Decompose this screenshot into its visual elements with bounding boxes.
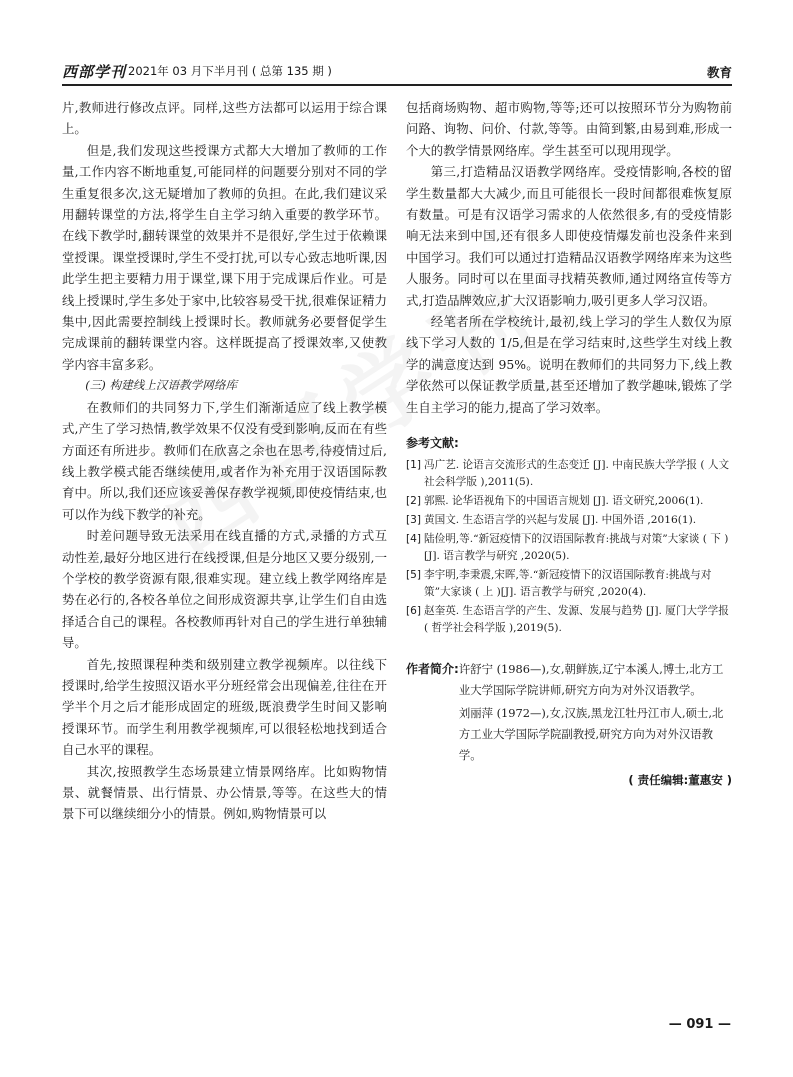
section-heading: (三) 构建线上汉语教学网络库 xyxy=(85,378,238,393)
paragraph: 时差问题导致无法采用在线直播的方式,录播的方式互动性差,最好分地区进行在线授课,但是分地区又要分级别,一个学校的教学资源有限,很难实现。建立线上教学网络库是势在必行的,各校各单位之间形成资源共享,让学生们自由选择适合自己的课程。各校教师再针对自己的学生进行单独辅导。 xyxy=(62,528,387,651)
reference-text: 陆俭明,等.“新冠疫情下的汉语国际教育:挑战与对策”大家谈 ( 下 )[J]. 语言教学与研究 ,2020(5). xyxy=(424,533,729,563)
reference-item xyxy=(406,531,732,565)
reference-number: [3] xyxy=(406,514,422,527)
section-tag: 教育 xyxy=(706,65,732,80)
journal-logo: 西部学刊 xyxy=(62,63,127,81)
paragraph: 在教师们的共同努力下,学生们渐渐适应了线上教学模式,产生了学习热情,教学效果不仅没有受到影响,反而在有些方面还有所进步。教师们在欣喜之余也在思考,待疫情过后,线上教学模式能否继续使用,或者作为补充用于汉语国际教育中。所以,我们还应该妥善保存教学视频,即使疫情结束,也可以作为线下教学的补充。 xyxy=(62,399,387,522)
reference-number: [4] xyxy=(406,533,422,546)
reference-text: 赵奎英. 生态语言学的产生、发源、发展与趋势 [J]. 厦门大学学报 ( 哲学社会科学版 ),2019(5). xyxy=(424,605,729,635)
reference-text: 郭熙. 论华语视角下的中国语言规划 [J]. 语文研究,2006(1). xyxy=(424,495,704,508)
reference-number: [6] xyxy=(406,605,422,618)
reference-number: [1] xyxy=(406,459,422,472)
reference-item xyxy=(406,512,732,529)
author-bios xyxy=(459,659,732,768)
author-info xyxy=(406,659,732,768)
references-list xyxy=(406,457,732,637)
author-bio: 刘丽萍 (1972—),女,汉族,黑龙江牡丹江市人,硕士,北方工业大学国际学院副教授,研究方向为对外汉语教学。 xyxy=(458,706,724,763)
paragraph: 包括商场购物、超市购物,等等;还可以按照环节分为购物前问路、询物、问价、付款,等等。由简到繁,由易到难,形成一个大的教学情景网络库。学生甚至可以现用现学。 xyxy=(406,100,732,158)
journal-issue: 2021年 03 月下半月刊 ( 总第 135 期 ) xyxy=(128,64,332,78)
reference-item xyxy=(406,457,732,491)
right-column xyxy=(406,97,732,788)
paragraph: 但是,我们发现这些授课方式都大大增加了教师的工作量,工作内容不断地重复,可能同样的问题要分别对不同的学生重复很多次,这无疑增加了教师的负担。在此,我们建议采用翻转课堂的方法,将学生自主学习纳入重要的教学环节。在线下教学时,翻转课堂的效果并不是很好,学生过于依赖课堂授课。课堂授课时,学生不受打扰,可以专心致志地听课,因此学生把主要精力用于课堂,课下用于完成课后作业。可是线上授课时,学生多处于家中,比较容易受干扰,很难保证精力集中,因此需要控制线上授课时长。教师就务必要督促学生完成课前的翻转课堂内容。这样既提高了授课效率,又使教学内容丰富多彩。 xyxy=(62,142,387,372)
page-header xyxy=(62,58,732,82)
reference-item xyxy=(406,493,732,510)
reference-text: 李宇明,李秉震,宋晖,等.“新冠疫情下的汉语国际教育:挑战与对策”大家谈 ( 上 )[J]. 语言教学与研究 ,2020(4). xyxy=(424,569,712,599)
reference-text: 黄国文. 生态语言学的兴起与发展 [J]. 中国外语 ,2016(1). xyxy=(424,514,697,527)
reference-number: [2] xyxy=(406,495,422,508)
reference-item xyxy=(406,603,732,637)
reference-item xyxy=(406,567,732,601)
reference-number: [5] xyxy=(406,569,422,582)
page-number: — 091 — xyxy=(668,1017,731,1032)
left-column xyxy=(62,97,387,825)
paragraph: 第三,打造精品汉语教学网络库。受疫情影响,各校的留学生数量都大大减少,而且可能很长一段时间都很难恢复原有数量。可是有汉语学习需求的人依然很多,有的受疫情影响无法来到中国,还有很多人即使疫情爆发前也没条件来到中国学习。我们可以通过打造精品汉语教学网络库来为这些人服务。同时可以在里面寻找精英教师,通过网络宣传等方式,打造品牌效应,扩大汉语影响力,吸引更多人学习汉语。 xyxy=(406,164,732,308)
responsible-editor: ( 责任编辑:董惠安 ) xyxy=(628,773,732,788)
header-rule xyxy=(62,84,732,86)
author-label: 作者简介: xyxy=(406,662,459,677)
paragraph: 其次,按照教学生态场景建立情景网络库。比如购物情景、就餐情景、出行情景、办公情景,等等。在这些大的情景下可以继续细分小的情景。例如,购物情景可以 xyxy=(62,763,387,822)
paragraph: 首先,按照课程种类和级别建立教学视频库。以往线下授课时,给学生按照汉语水平分班经常会出现偏差,往往在开学半个月之后才能形成固定的班级,既浪费学生时间又影响授课环节。而学生利用教学视频库,可以很轻松地找到适合自己水平的课程。 xyxy=(62,656,387,758)
references-title: 参考文献: xyxy=(406,436,459,451)
author-bio: 许舒宁 (1986—),女,朝鲜族,辽宁本溪人,博士,北方工业大学国际学院讲师,研究方向为对外汉语教学。 xyxy=(458,662,724,698)
paragraph: 片,教师进行修改点评。同样,这些方法都可以运用于综合课上。 xyxy=(62,100,387,137)
reference-text: 冯广艺. 论语言交流形式的生态变迁 [J]. 中南民族大学学报 ( 人文社会科学版 ),2011(5). xyxy=(424,459,730,489)
paragraph: 经笔者所在学校统计,最初,线上学习的学生人数仅为原线下学习人数的 1/5,但是在学习结束时,这些学生对线上教学的满意度达到 95%。说明在教师们的共同努力下,线上教学依然可以保证教学质量,甚至还增加了教学趣味,锻炼了学生自主学习的能力,提高了学习效率。 xyxy=(406,314,732,415)
